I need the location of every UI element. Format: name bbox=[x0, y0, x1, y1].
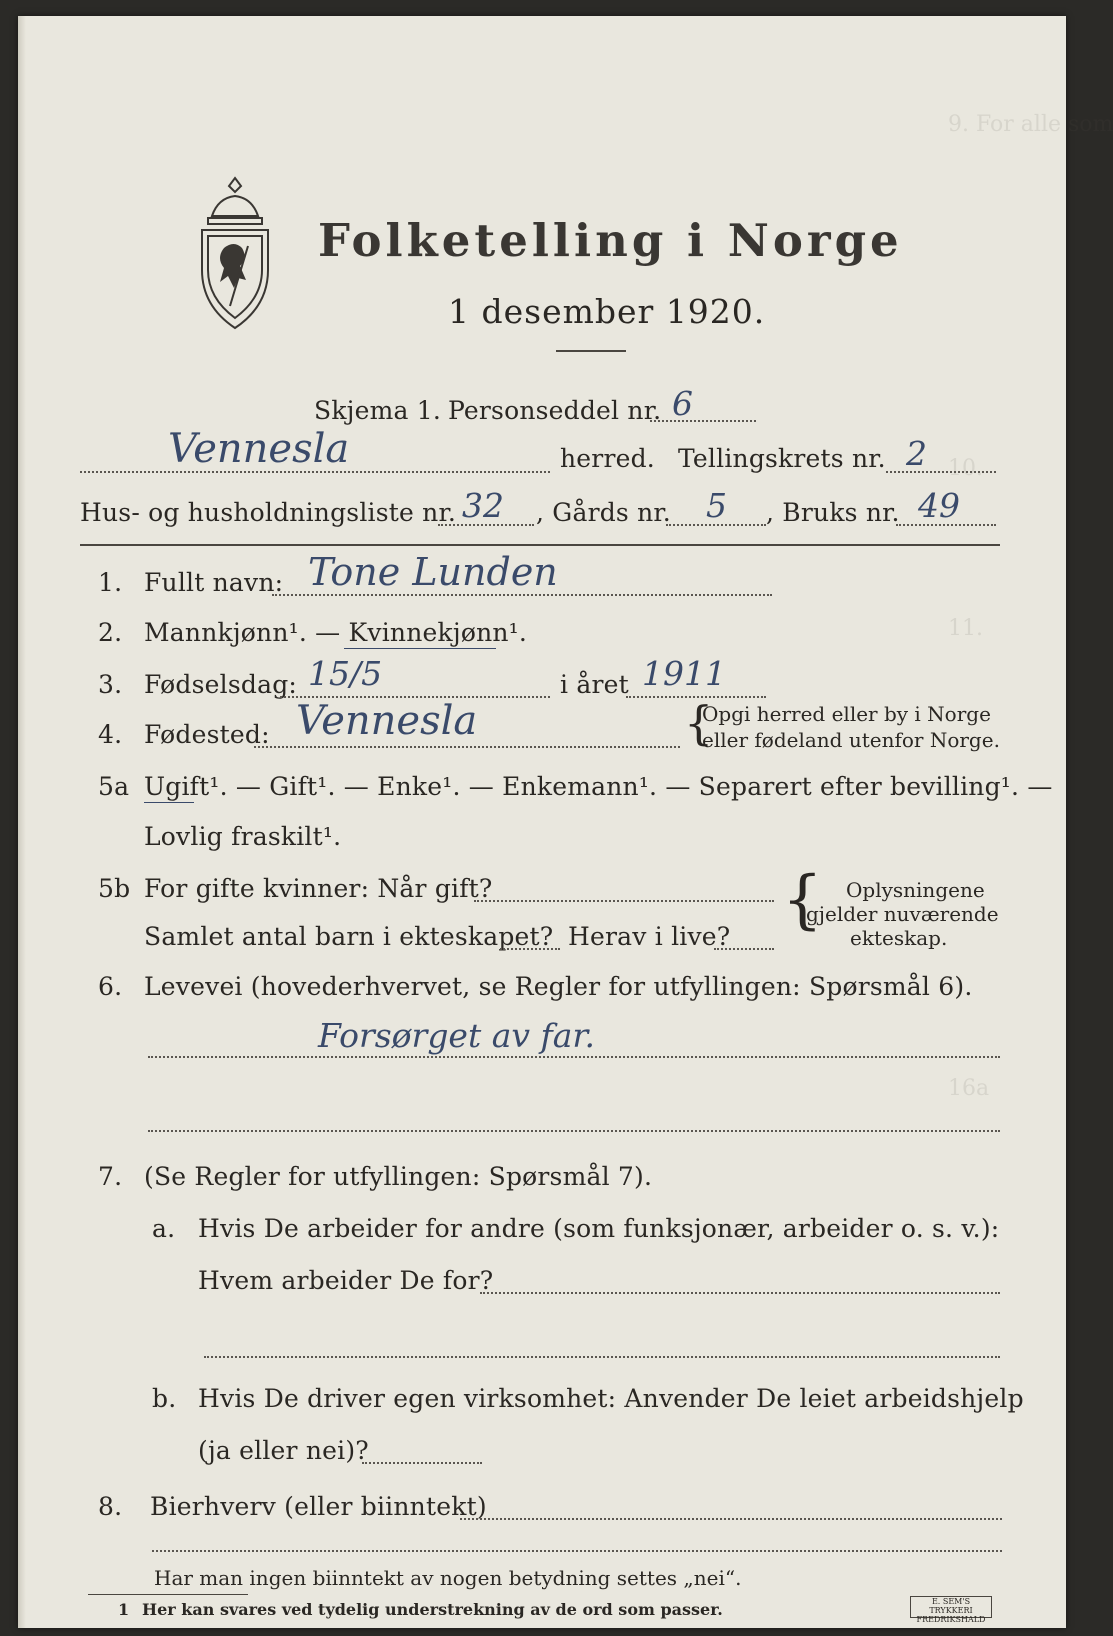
marital-status-options-cont[interactable]: Lovlig fraskilt¹. bbox=[144, 822, 342, 851]
q3-number: 3. bbox=[98, 670, 123, 699]
printer-stamp: E. SEM'S TRYKKERI FREDRIKSHALD bbox=[910, 1596, 992, 1618]
q7b-number: b. bbox=[152, 1384, 177, 1413]
gender-selection-underline bbox=[344, 648, 496, 649]
bleed-through: 11. bbox=[948, 616, 983, 641]
full-name-value[interactable]: Tone Lunden bbox=[308, 550, 558, 594]
q5b-line1: For gifte kvinner: Når gift? bbox=[144, 874, 493, 903]
q8-number: 8. bbox=[98, 1492, 123, 1521]
bruks-label: , Bruks nr. bbox=[766, 498, 900, 527]
page-edge bbox=[18, 16, 26, 1628]
tellingskrets-label: Tellingskrets nr. bbox=[678, 444, 886, 473]
personseddel-value[interactable]: 6 bbox=[672, 384, 693, 423]
children-alive-field-line bbox=[714, 948, 774, 950]
q7-number: 7. bbox=[98, 1162, 123, 1191]
header-rule bbox=[80, 544, 1000, 546]
q7a-line2: Hvem arbeider De for? bbox=[198, 1266, 494, 1295]
q4-number: 4. bbox=[98, 720, 123, 749]
children-count-field-line bbox=[500, 948, 560, 950]
side-income-field-line-1 bbox=[460, 1518, 1002, 1520]
birthplace-field-line bbox=[254, 746, 680, 748]
q6-number: 6. bbox=[98, 972, 123, 1001]
gards-label: , Gårds nr. bbox=[536, 498, 671, 527]
q3-label: Fødselsdag: bbox=[144, 670, 298, 699]
census-form-page bbox=[18, 16, 1113, 1628]
husliste-value[interactable]: 32 bbox=[462, 486, 504, 525]
q8-note: Har man ingen biinntekt av nogen betydning settes „nei“. bbox=[154, 1566, 742, 1590]
schema-label: Skjema 1. bbox=[314, 396, 442, 425]
footnote-marker: 1 bbox=[118, 1600, 130, 1619]
q8-label: Bierhverv (eller biinntekt) bbox=[150, 1492, 487, 1521]
bruks-value[interactable]: 49 bbox=[918, 486, 960, 525]
employer-field-line-1 bbox=[480, 1292, 1000, 1294]
q5a-number: 5a bbox=[98, 772, 130, 801]
bleed-through: 9. For alle som bbox=[948, 112, 1113, 137]
q5b-note-line3: ekteskap. bbox=[850, 926, 948, 950]
husliste-label: Hus- og husholdningsliste nr. bbox=[80, 498, 457, 527]
personseddel-label: Personseddel nr. bbox=[448, 396, 662, 425]
married-date-field-line bbox=[474, 900, 774, 902]
gards-value[interactable]: 5 bbox=[706, 486, 727, 525]
q5b-line2a: Samlet antal barn i ekteskapet? bbox=[144, 922, 554, 951]
q3-year-label: i året bbox=[560, 670, 629, 699]
q1-number: 1. bbox=[98, 568, 123, 597]
occupation-field-line-2 bbox=[148, 1130, 1000, 1132]
q4-label: Fødested: bbox=[144, 720, 270, 749]
employer-field-line-2 bbox=[204, 1356, 1000, 1358]
q7-label: (Se Regler for utfyllingen: Spørsmål 7). bbox=[144, 1162, 653, 1191]
birthyear-value[interactable]: 1911 bbox=[642, 654, 726, 693]
q7a-line1: Hvis De arbeider for andre (som funksjonær, arbeider o. s. v.): bbox=[198, 1214, 1000, 1243]
title-divider bbox=[556, 350, 626, 352]
occupation-value[interactable]: Forsørget av far. bbox=[318, 1016, 596, 1055]
marital-selection-underline bbox=[144, 802, 194, 803]
census-date: 1 desember 1920. bbox=[448, 292, 766, 331]
bleed-through: 16a bbox=[948, 1076, 990, 1101]
birthplace-value[interactable]: Vennesla bbox=[296, 698, 478, 744]
q7b-line1: Hvis De driver egen virksomhet: Anvender De leiet arbeidshjelp bbox=[198, 1384, 1024, 1413]
q1-label: Fullt navn: bbox=[144, 568, 284, 597]
q4-note-line2: eller fødeland utenfor Norge. bbox=[702, 728, 1000, 752]
footnote-rule bbox=[88, 1594, 248, 1595]
q4-note-brace: { bbox=[684, 696, 714, 750]
q6-label: Levevei (hovederhvervet, se Regler for utfyllingen: Spørsmål 6). bbox=[144, 972, 973, 1001]
q5b-note-line1: Oplysningene bbox=[846, 878, 985, 902]
norway-coat-of-arms-icon bbox=[190, 174, 280, 334]
q7b-line2: (ja eller nei)? bbox=[198, 1436, 369, 1465]
q7a-number: a. bbox=[152, 1214, 176, 1243]
bleed-through: 10. bbox=[948, 456, 983, 481]
tellingskrets-field-line bbox=[886, 471, 996, 473]
q2-number: 2. bbox=[98, 618, 123, 647]
side-income-field-line-2 bbox=[152, 1550, 1002, 1552]
q1-field-line bbox=[272, 594, 772, 596]
hired-help-field-line bbox=[362, 1462, 482, 1464]
q5b-note-brace: { bbox=[782, 863, 823, 937]
marital-status-options[interactable]: Ugift¹. — Gift¹. — Enke¹. — Enkemann¹. — Separert efter bevilling¹. — bbox=[144, 772, 1053, 801]
footnote-text: Her kan svares ved tydelig understrekning av de ord som passer. bbox=[142, 1600, 723, 1619]
q5b-note-line2: gjelder nuværende bbox=[806, 902, 999, 926]
herred-label: herred. bbox=[560, 444, 655, 473]
form-title: Folketelling i Norge bbox=[318, 214, 903, 267]
herred-value[interactable]: Vennesla bbox=[168, 426, 350, 472]
q5b-number: 5b bbox=[98, 874, 131, 903]
tellingskrets-value[interactable]: 2 bbox=[906, 434, 927, 473]
occupation-field-line-1 bbox=[148, 1056, 1000, 1058]
q5b-line2b: Herav i live? bbox=[568, 922, 731, 951]
personseddel-field-line bbox=[650, 420, 756, 422]
birthdate-value[interactable]: 15/5 bbox=[308, 654, 383, 693]
q4-note-line1: Opgi herred eller by i Norge bbox=[702, 702, 991, 726]
gender-options[interactable]: Mannkjønn¹. — Kvinnekjønn¹. bbox=[144, 618, 528, 647]
